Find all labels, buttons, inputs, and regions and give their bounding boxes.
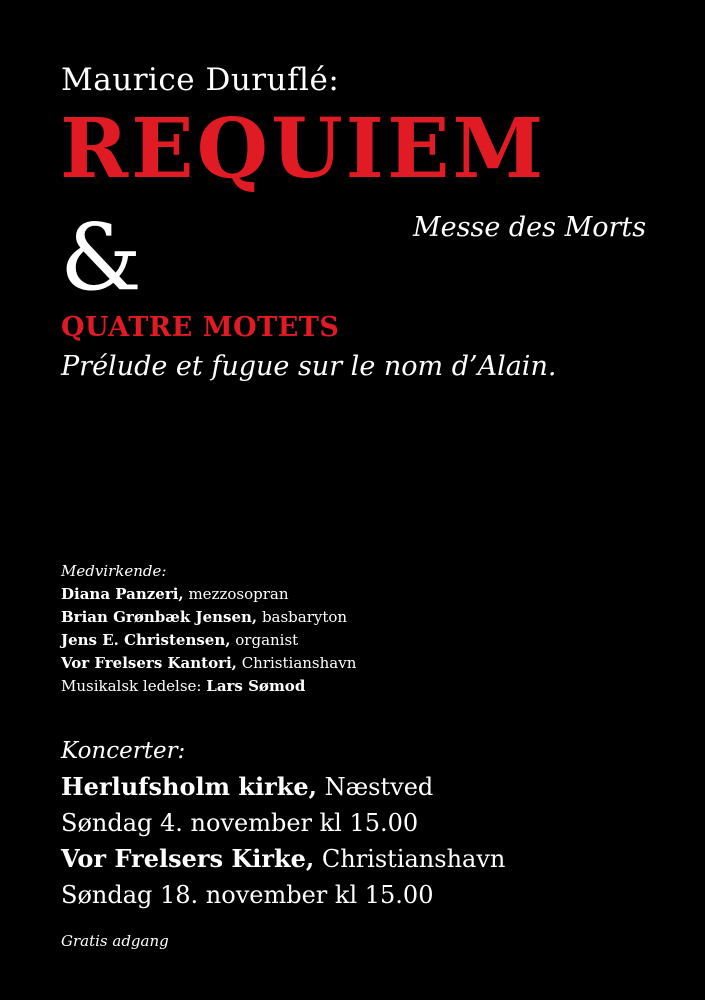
concert-venue-line	[61, 841, 505, 877]
credits-block	[61, 560, 356, 698]
performer-role: organist	[235, 631, 299, 649]
concert-date: Søndag 18. november kl 15.00	[61, 881, 434, 909]
performer-role: Christianshavn	[241, 654, 357, 672]
motets-title: QUATRE MOTETS	[61, 312, 340, 343]
prelude-title: Prélude et fugue sur le nom d’Alain.	[61, 351, 557, 382]
concert-place: Christianshavn	[321, 845, 506, 873]
concerts-block	[61, 733, 505, 913]
performer-line	[61, 606, 356, 629]
concert-venue: Herlufsholm kirke,	[61, 772, 317, 801]
performer-role: basbaryton	[261, 608, 348, 626]
performer-name: Jens E. Christensen,	[61, 631, 231, 649]
main-title: REQUIEM	[60, 101, 547, 197]
subtitle: Messe des Morts	[413, 212, 647, 243]
performer-name: Brian Grønbæk Jensen,	[61, 608, 258, 626]
concerts-label: Koncerter:	[61, 738, 186, 764]
concert-date: Søndag 4. november kl 15.00	[61, 809, 419, 837]
credits-label: Medvirkende:	[61, 562, 167, 580]
performer-line	[61, 629, 356, 652]
direction-label: Musikalsk ledelse:	[61, 677, 202, 695]
director-name: Lars Sømod	[206, 677, 306, 695]
performer-role: mezzosopran	[188, 585, 289, 603]
concert-venue-line	[61, 769, 505, 805]
concert-place: Næstved	[324, 773, 434, 801]
performer-name: Diana Panzeri,	[61, 585, 184, 603]
direction-line	[61, 675, 356, 698]
performer-name: Vor Frelsers Kantori,	[61, 654, 237, 672]
performer-line	[61, 583, 356, 606]
composer-name: Maurice Duruflé:	[61, 62, 340, 98]
concert-venue: Vor Frelsers Kirke,	[61, 844, 315, 873]
performer-line	[61, 652, 356, 675]
admission-note: Gratis adgang	[61, 932, 169, 950]
ampersand: &	[60, 204, 142, 311]
